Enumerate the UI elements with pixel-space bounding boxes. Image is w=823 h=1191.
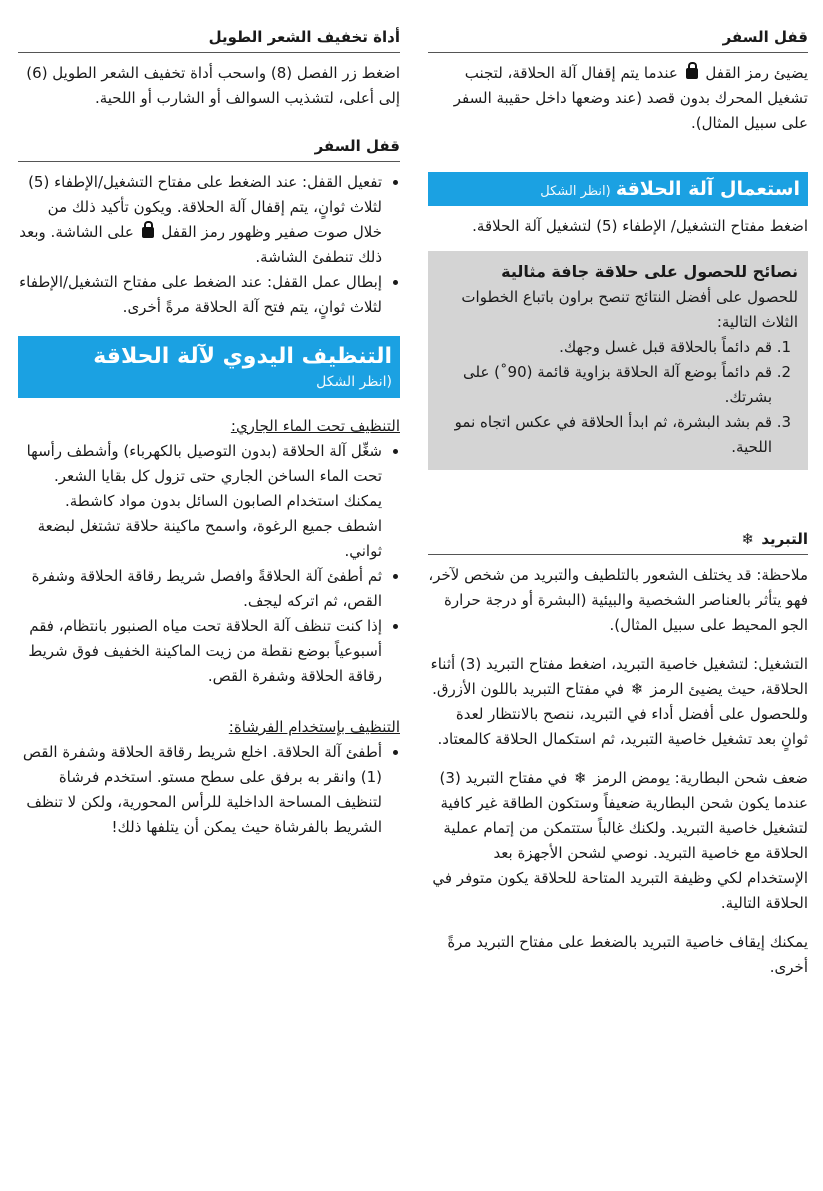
trimmer-text: اضغط زر الفصل (8) واسحب أداة تخفيف الشعر الطويل (6) إلى أعلى، لتشذيب السوالف أو الشارب أو اللحية. [26,64,400,107]
travel-lock-heading: قفل السفر [428,18,808,53]
list-item: • شغِّل آلة الحلاقة (بدون التوصيل بالكهرباء) وأشطف رأسها تحت الماء الساخن الجاري حتى تزول كل بقايا الشعر. يمكنك استخدام الصابون السائل بدون مواد كاشطة. اشطف جميع الرغوة، واسمح ماكينة حلاقة تشتغل لبضعة ثواني. [18,439,382,564]
tips-step: 1. قم دائماً بالحلاقة قبل غسل وجهك. [438,335,772,360]
water-cleaning-list [18,439,400,689]
list-item: • إذا كنت تنظف آلة الحلاقة تحت مياه الصنبور بانتظام، فقم أسبوعياً بوضع نقطة من زيت الماكينة الخفيف فوق شريط رقاقة الحلاقة وشفرة القص. [18,614,382,689]
snowflake-icon: ❄ [630,680,644,698]
water-cleaning-heading: التنظيف تحت الماء الجاري: [230,417,400,435]
travel-lock-list [18,170,400,320]
snowflake-icon: ❄ [741,530,755,548]
list-item: • إبطال عمل القفل: عند الضغط على مفتاح التشغيل/الإطفاء لثلاث ثوانٍ، يتم فتح آلة الحلاقة مرةً أخرى. [18,270,382,320]
travel-lock-description: يضيئ رمز القفل عندما يتم إقفال آلة الحلاقة، لتجنب تشغيل المحرك بدون قصد (عند وضعها داخل حقيبة السفر على سبيل المثال). [453,64,808,132]
trimmer-heading: أداة تخفيف الشعر الطويل [18,18,400,53]
list-item: • أطفئ آلة الحلاقة. اخلع شريط رقاقة الحلاقة وشفرة القص (1) وانقر به برفق على سطح مستو. استخدم فرشاة لتنظيف المساحة الداخلية للرأس المحورية، ولكن لا تنظف الشريط بالفرشاة حيث يمكن أن يتلفها ذلك! [18,740,382,840]
snowflake-icon: ❄ [574,769,587,787]
tips-step: 2. قم دائماً بوضع آلة الحلاقة بزاوية قائمة (90˚) على بشرتك. [438,360,772,410]
brush-cleaning-list [18,740,400,840]
right-column [428,18,808,980]
brush-cleaning-heading: التنظيف بإستخدام الفرشاة: [228,718,400,736]
cooling-stop: يمكنك إيقاف خاصية التبريد بالضغط على مفتاح التبريد مرةً أخرى. [447,933,808,976]
usage-title: استعمال آلة الحلاقة [615,178,800,200]
list-item: • ثم أطفئ آلة الحلاقةً وافصل شريط رقاقة الحلاقة وشفرة القص، ثم اتركه ليجف. [18,564,382,614]
usage-banner [428,172,808,206]
cleaning-banner [18,336,400,398]
left-column [18,18,400,840]
travel-lock-heading-2: قفل السفر [18,125,400,162]
usage-subtitle: (انظر الشكل [540,184,611,199]
tips-intro: للحصول على أفضل النتائج تنصح براون باتباع الخطوات الثلاث التالية: [461,288,798,331]
lock-icon [142,227,154,238]
usage-text: اضغط مفتاح التشغيل/ الإطفاء (5) لتشغيل آلة الحلاقة. [472,217,808,235]
tips-steps [438,335,798,460]
tips-step: 3. قم بشد البشرة، ثم ابدأ الحلاقة في عكس اتجاه نمو اللحية. [438,410,772,460]
tips-box [428,251,808,470]
cooling-operation: التشغيل: لتشغيل خاصية التبريد، اضغط مفتاح التبريد (3) أثناء الحلاقة، حيث يضيئ الرمز ❄ في مفتاح التبريد باللون الأزرق. وللحصول على أفضل أداء في التبريد، ننصح بالانتظار لعدة ثوانٍ بعد تشغيل خاصية التبريد، ثم استكمال الحلاقة كالمعتاد. [430,655,808,748]
lock-icon [686,68,698,79]
list-item: • تفعيل القفل: عند الضغط على مفتاح التشغيل/الإطفاء (5) لثلاث ثوانٍ، يتم إقفال آلة الحلاقة. ويكون تأكيد ذلك من خلال صوت صفير وظهور رمز القفل على الشاشة. وبعد ذلك تنطفئ الشاشة. [18,170,382,270]
cooling-weak-battery: ضعف شحن البطارية: يومض الرمز ❄ في مفتاح التبريد (3) عندما يكون شحن البطارية ضعيفاً وستكون الطاقة غير كافية لتشغيل خاصية التبريد. ولكنك غالباً ستتمكن من إتمام عملية الحلاقة مع خاصية التبريد. نوصي لشحن الأجهزة بعد الإستخدام لكي وظيفة التبريد المتاحة للحلاقة يكون متوفر في الحلاقة التالية. [432,769,808,912]
cooling-heading: التبريد ❄ [428,518,808,555]
cleaning-subtitle: (انظر الشكل [316,374,392,390]
cleaning-title: التنظيف اليدوي لآلة الحلاقة [93,344,392,369]
cooling-note: ملاحظة: قد يختلف الشعور بالتلطيف والتبريد من شخص لآخر، فهو يتأثر بالعناصر الشخصية والبيئية (البشرة أو درجة حرارة الجو المحيط على سبيل المثال). [428,566,808,634]
tips-title: نصائح للحصول على حلاقة جافة مثالية [501,262,798,281]
